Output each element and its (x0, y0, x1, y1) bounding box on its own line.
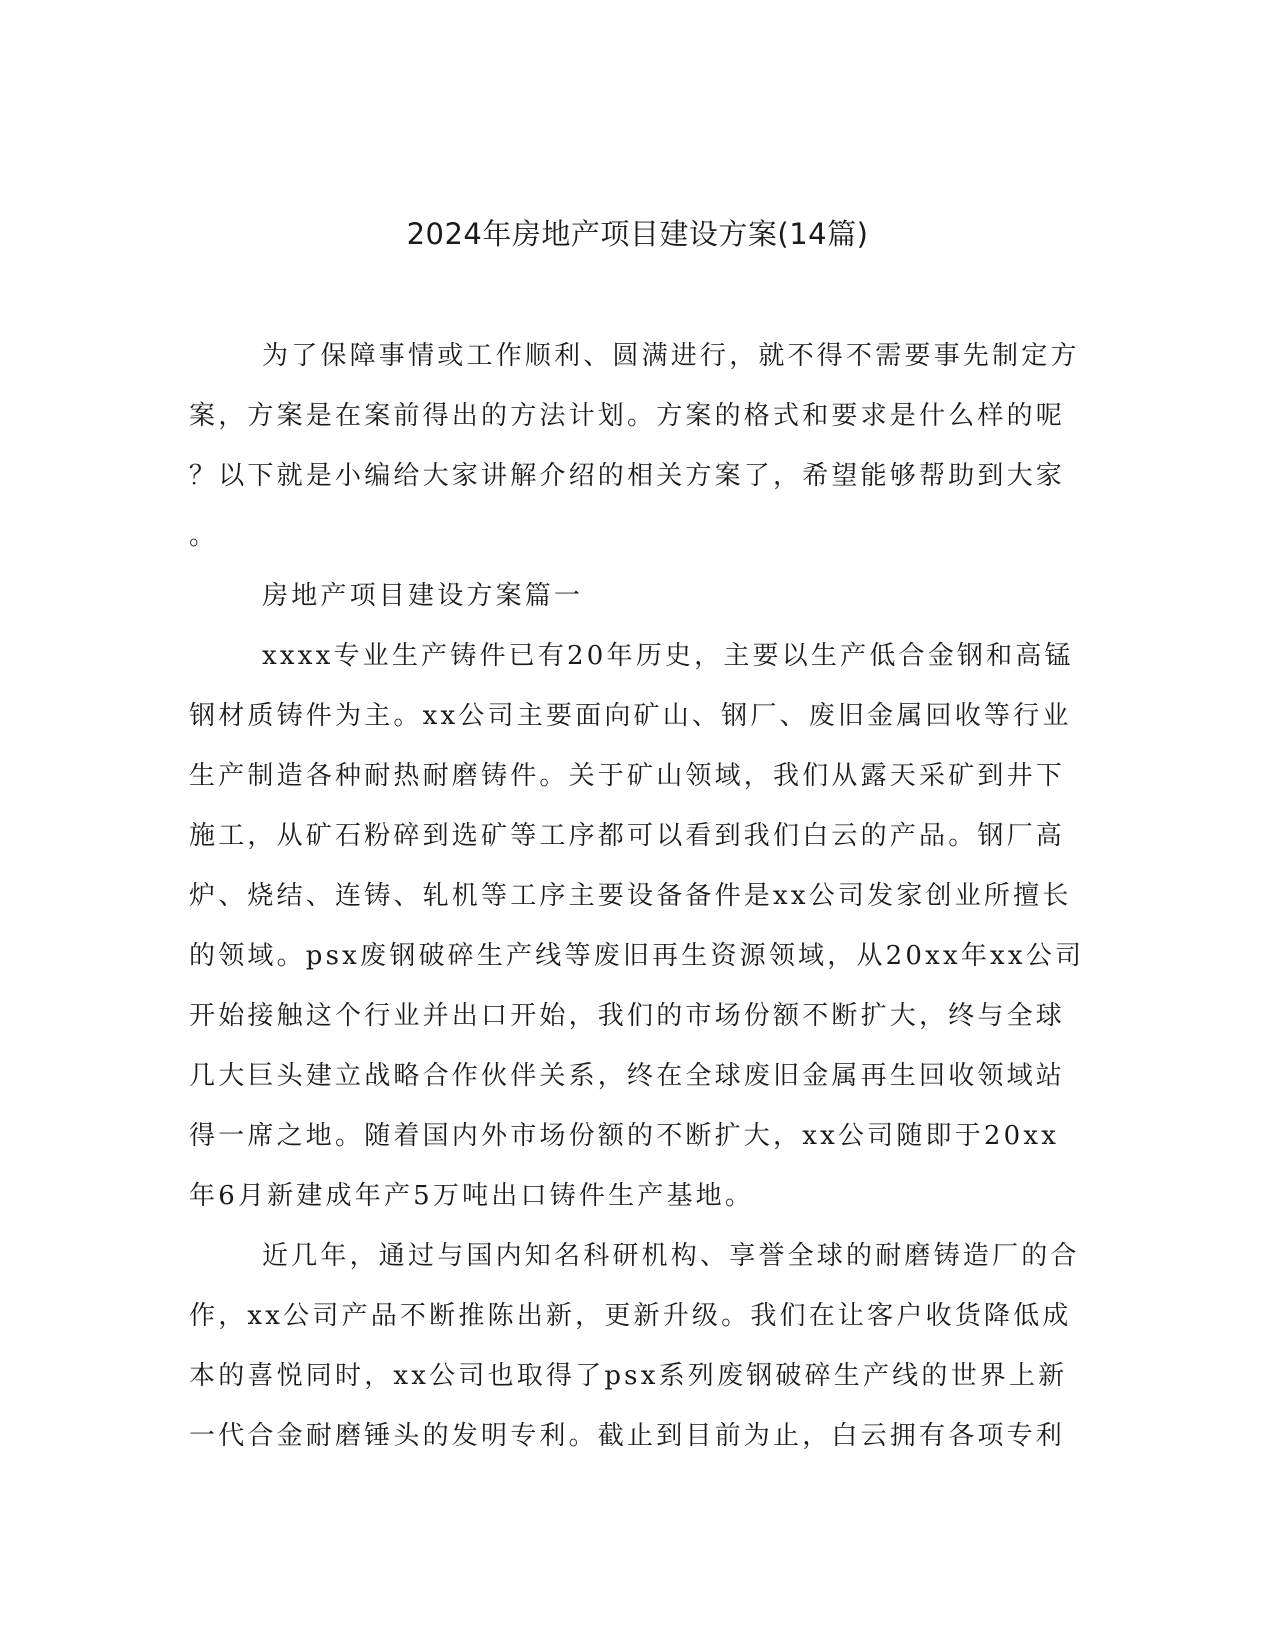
paragraph-line: 案，方案是在案前得出的方法计划。方案的格式和要求是什么样的呢 (189, 401, 1066, 431)
paragraph-line: 近几年，通过与国内知名科研机构、享誉全球的耐磨铸造厂的合 (262, 1241, 1080, 1271)
section-heading: 房地产项目建设方案篇一 (262, 581, 584, 611)
paragraph-line: 开始接触这个行业并出口开始，我们的市场份额不断扩大，终与全球 (189, 1001, 1066, 1031)
paragraph-line: 。 (189, 521, 219, 551)
paragraph-line: xxxx专业生产铸件已有20年历史，主要以生产低合金钢和高锰 (262, 641, 1074, 671)
document-title: 2024年房地产项目建设方案(14篇) (406, 217, 869, 251)
paragraph-line: 钢材质铸件为主。xx公司主要面向矿山、钢厂、废旧金属回收等行业 (189, 701, 1072, 731)
paragraph-line: 一代合金耐磨锤头的发明专利。截止到目前为止，白云拥有各项专利 (189, 1421, 1066, 1451)
paragraph-line: ？以下就是小编给大家讲解介绍的相关方案了，希望能够帮助到大家 (189, 461, 1066, 491)
paragraph-line: 为了保障事情或工作顺利、圆满进行，就不得不需要事先制定方 (262, 341, 1080, 371)
paragraph-line: 年6月新建成年产5万吨出口铸件生产基地。 (189, 1181, 755, 1211)
document-body (189, 326, 1085, 1466)
paragraph-line: 炉、烧结、连铸、轧机等工序主要设备备件是xx公司发家创业所擅长 (189, 881, 1072, 911)
paragraph-line: 的领域。psx废钢破碎生产线等废旧再生资源领域，从20xx年xx公司 (189, 941, 1085, 971)
paragraph-line: 得一席之地。随着国内外市场份额的不断扩大，xx公司随即于20xx (189, 1121, 1060, 1151)
paragraph-line: 生产制造各种耐热耐磨铸件。关于矿山领域，我们从露天采矿到井下 (189, 761, 1066, 791)
paragraph-line: 几大巨头建立战略合作伙伴关系，终在全球废旧金属再生回收领域站 (189, 1061, 1066, 1091)
paragraph-line: 作，xx公司产品不断推陈出新，更新升级。我们在让客户收货降低成 (189, 1301, 1072, 1331)
paragraph-line: 施工，从矿石粉碎到选矿等工序都可以看到我们白云的产品。钢厂高 (189, 821, 1066, 851)
paragraph-line: 本的喜悦同时，xx公司也取得了psx系列废钢破碎生产线的世界上新 (189, 1361, 1068, 1391)
